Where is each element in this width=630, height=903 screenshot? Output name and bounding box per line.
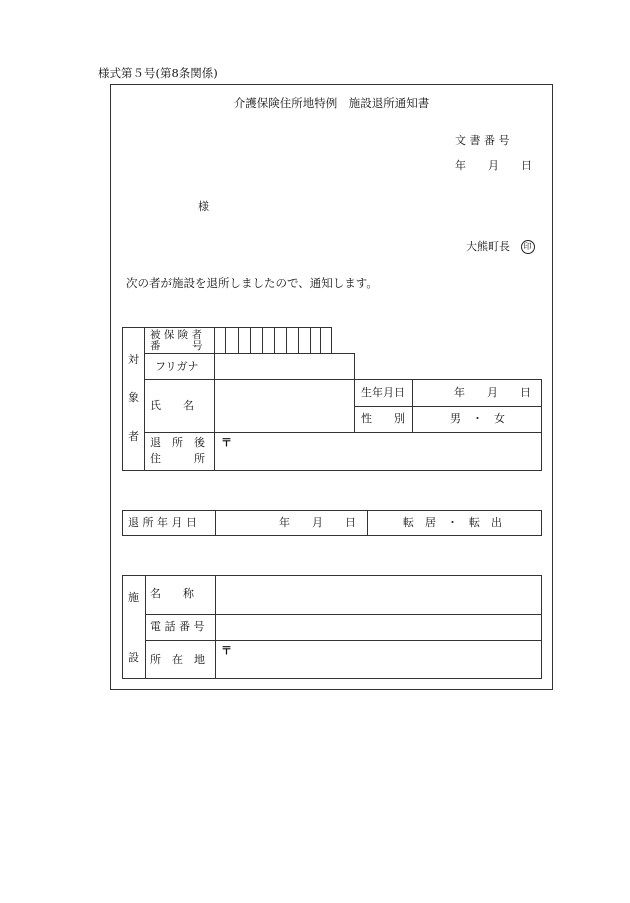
furigana-label: フリガナ (155, 360, 199, 373)
facility-postal-mark-icon: 〒 (221, 644, 232, 657)
insured-number-label-1: 被 保 険 者 (150, 329, 203, 341)
subject-label-1: 対 (128, 353, 139, 366)
seal-mark: 印 (521, 240, 535, 254)
address-label-2: 住 所 (150, 452, 205, 465)
sender-line (466, 240, 535, 254)
birthdate-label: 生年月日 (361, 386, 405, 399)
subject-label-2: 象 (128, 391, 139, 404)
subject-label-3: 者 (128, 430, 139, 443)
discharge-type-value: 転 居 ・ 転 出 (403, 516, 502, 529)
form-title: 介護保険住所地特例 施設退所通知書 (233, 96, 430, 110)
name-label: 氏 名 (150, 399, 194, 412)
birthdate-value: 年 月 日 (454, 386, 531, 399)
facility-name-label: 名 称 (150, 587, 194, 600)
discharge-date-value: 年 月 日 (279, 516, 356, 529)
sender-name: 大熊町長 (466, 240, 510, 253)
gender-label: 性 別 (361, 412, 405, 425)
discharge-date-label: 退 所 年 月 日 (128, 516, 197, 529)
insured-number-label-2: 番 号 (150, 340, 203, 352)
facility-phone-label: 電 話 番 号 (150, 620, 205, 633)
form-number: 様式第５号(第8条関係) (98, 66, 218, 80)
doc-number-label: 文 書 番 号 (455, 134, 510, 147)
gender-value: 男 ・ 女 (450, 412, 505, 425)
addressee-suffix: 様 (198, 200, 209, 213)
address-label-1: 退 所 後 (150, 436, 205, 449)
postal-mark-icon: 〒 (221, 436, 232, 449)
facility-location-label: 所 在 地 (150, 653, 205, 666)
facility-label-2: 設 (128, 651, 139, 664)
intro-text: 次の者が施設を退所しましたので、通知します。 (126, 276, 378, 290)
issue-date-label: 年 月 日 (455, 159, 532, 172)
facility-label-1: 施 (128, 591, 139, 604)
